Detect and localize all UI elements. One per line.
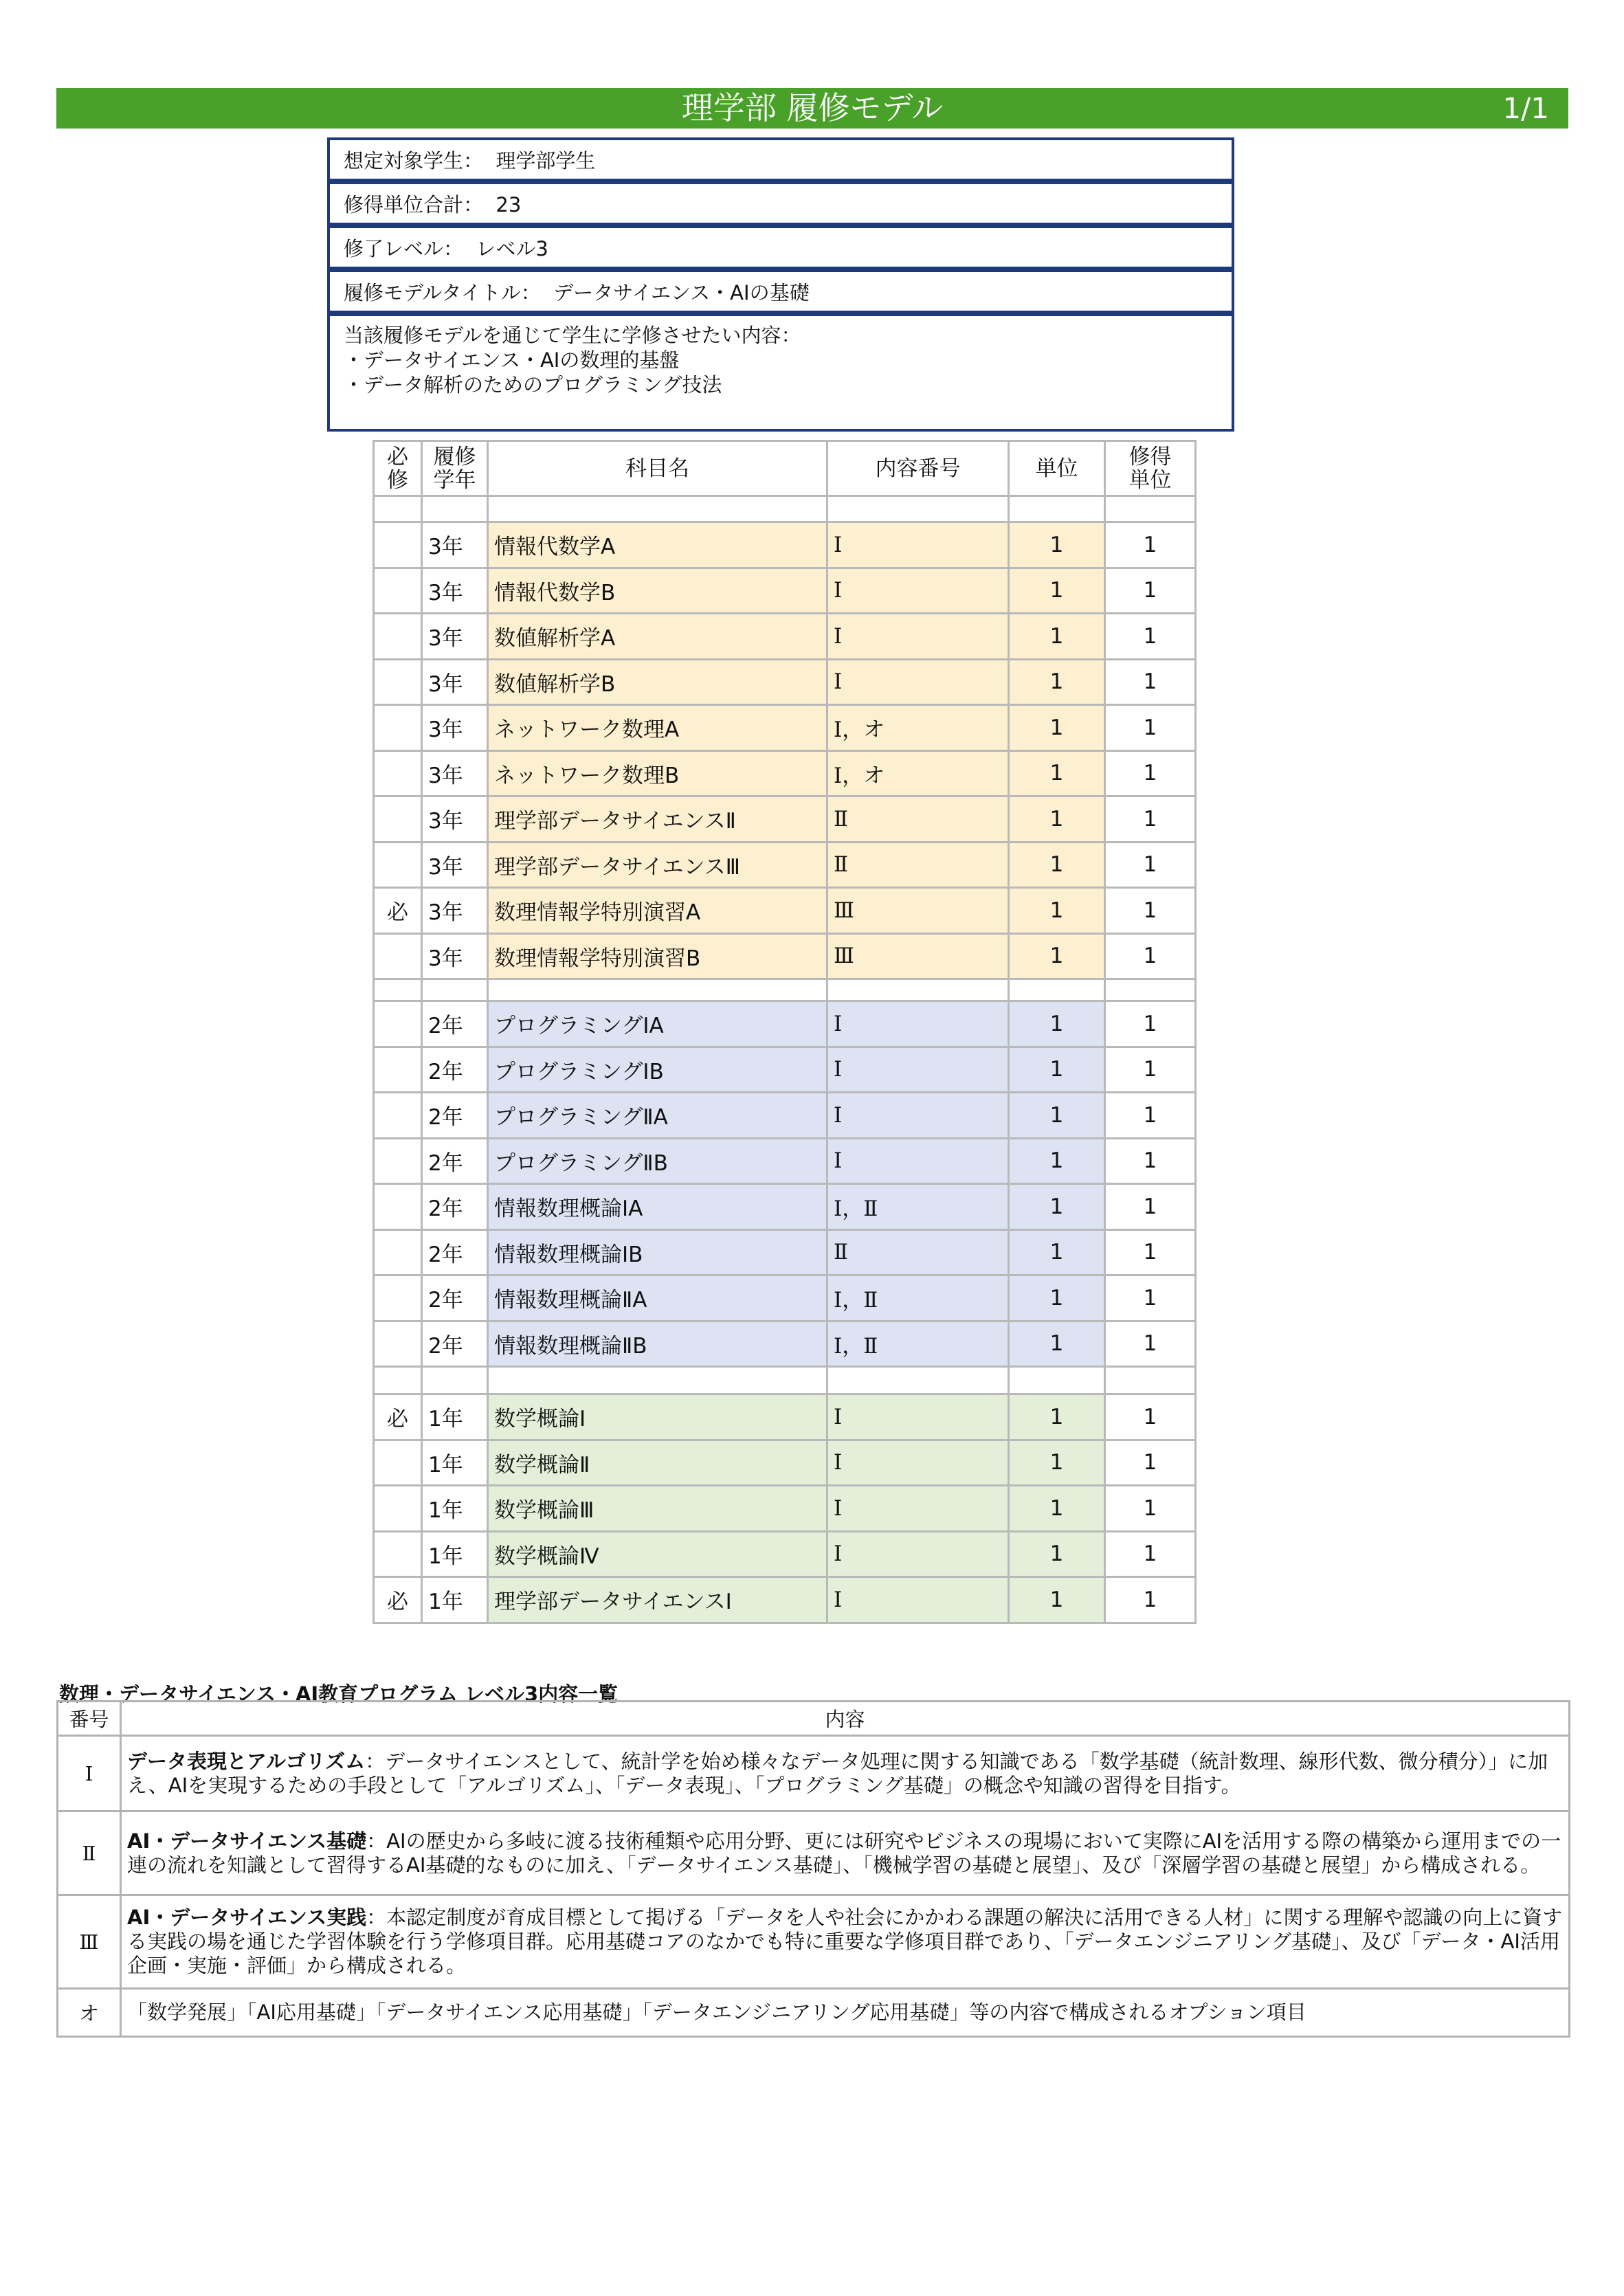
- learning-content-line: ・データ解析のためのプログラミング技法: [344, 373, 722, 397]
- spacer-cell: [827, 1367, 1009, 1394]
- header-units: 単位: [1009, 441, 1105, 496]
- cell-required: [374, 933, 422, 979]
- cell-content-no: Ⅰ: [827, 1138, 1009, 1184]
- cell-units: 1: [1009, 1531, 1105, 1577]
- cell-content-no: Ⅰ: [827, 659, 1009, 705]
- cell-earned: 1: [1105, 522, 1196, 568]
- course-row: [374, 1440, 1196, 1486]
- spacer-cell: [1009, 496, 1105, 522]
- content-list-title: 数理・データサイエンス・AI教育プログラム レベル3内容一覧: [59, 1682, 619, 1706]
- cell-content-no: Ⅲ: [827, 888, 1009, 934]
- cell-year: 3年: [422, 888, 488, 934]
- cell-required: [374, 1229, 422, 1275]
- cell-subject: 情報代数学A: [488, 522, 827, 568]
- cell-year: 3年: [422, 522, 488, 568]
- course-row: [374, 750, 1196, 796]
- cell-earned: 1: [1105, 933, 1196, 979]
- learning-content-line: ・データサイエンス・AIの数理的基盤: [344, 348, 680, 372]
- cell-subject: 理学部データサイエンスⅡ: [488, 796, 827, 843]
- cell-subject: 数学概論Ⅰ: [488, 1394, 827, 1440]
- cell-earned: 1: [1105, 1440, 1196, 1486]
- spacer-row: [374, 979, 1196, 1001]
- cell-units: 1: [1009, 1001, 1105, 1047]
- cell-required: [374, 522, 422, 568]
- course-row: [374, 842, 1196, 888]
- cell-year: 1年: [422, 1577, 488, 1623]
- cell-units: 1: [1009, 1577, 1105, 1623]
- content-text: 「数学発展」「AI応用基礎」「データサイエンス応用基礎」「データエンジニアリング応用基礎」等の内容で構成されるオプション項目: [127, 2000, 1306, 2024]
- cell-units: 1: [1009, 1440, 1105, 1486]
- cell-content-no: Ⅰ: [827, 568, 1009, 614]
- header-year: 履修 学年: [422, 441, 488, 496]
- cell-units: 1: [1009, 750, 1105, 796]
- cell-earned: 1: [1105, 1229, 1196, 1275]
- cell-units: 1: [1009, 1138, 1105, 1184]
- cell-year: 3年: [422, 796, 488, 843]
- cell-required: 必: [374, 1577, 422, 1623]
- cell-subject: 数学概論Ⅲ: [488, 1486, 827, 1532]
- cell-units: 1: [1009, 659, 1105, 705]
- cell-content-no: Ⅱ: [827, 796, 1009, 843]
- page-header: [56, 88, 1568, 129]
- cell-earned: 1: [1105, 614, 1196, 660]
- cell-units: 1: [1009, 1394, 1105, 1440]
- cell-subject: プログラミングⅠA: [488, 1001, 827, 1047]
- cell-units: 1: [1009, 1229, 1105, 1275]
- cell-required: [374, 1531, 422, 1577]
- spacer-cell: [1105, 979, 1196, 1001]
- cell-year: 2年: [422, 1275, 488, 1322]
- course-row: [374, 1486, 1196, 1532]
- cell-required: 必: [374, 1394, 422, 1440]
- cell-content-no: Ⅱ: [827, 842, 1009, 888]
- cell-content-no: Ⅰ: [827, 1047, 1009, 1093]
- cell-units: 1: [1009, 1275, 1105, 1322]
- cell-required: [374, 1093, 422, 1139]
- cell-units: 1: [1009, 1184, 1105, 1230]
- cell-content-no: Ⅰ: [827, 614, 1009, 660]
- cell-subject: 数値解析学A: [488, 614, 827, 660]
- cell-required: [374, 659, 422, 705]
- cell-year: 3年: [422, 568, 488, 614]
- target-students-box: [327, 137, 1234, 181]
- cell-subject: プログラミングⅡB: [488, 1138, 827, 1184]
- cell-content-no: Ⅰ: [827, 1440, 1009, 1486]
- spacer-cell: [1105, 1367, 1196, 1394]
- header-earned-units: 修得 単位: [1105, 441, 1196, 496]
- completion-level: 修了レベル： レベル3: [344, 236, 548, 260]
- cell-content-no: Ⅰ: [827, 1394, 1009, 1440]
- cell-units: 1: [1009, 888, 1105, 934]
- content-row: [58, 1989, 1570, 2037]
- cell-required: [374, 1321, 422, 1367]
- cell-subject: 数理情報学特別演習B: [488, 933, 827, 979]
- cell-content-no: Ⅰ，オ: [827, 750, 1009, 796]
- cell-subject: プログラミングⅠB: [488, 1047, 827, 1093]
- course-row: [374, 1184, 1196, 1230]
- cell-year: 3年: [422, 842, 488, 888]
- learning-content-box: [327, 313, 1234, 432]
- completion-level-box: [327, 225, 1234, 269]
- content-heading: AI・データサイエンス実践: [127, 1906, 367, 1929]
- content-row: [58, 1812, 1570, 1895]
- content-text: ：データサイエンスとして、統計学を始め様々なデータ処理に関する知識である「数学基礎（統計数理、線形代数、微分積分）」に加え、AIを実現するための手段として「アルゴリズム」、「データ表現」、「プログラミング基礎」の概念や知識の習得を目指す。: [127, 1749, 1548, 1797]
- cell-subject: ネットワーク数理A: [488, 705, 827, 751]
- cell-content-no: Ⅰ: [827, 1486, 1009, 1532]
- cell-required: [374, 1275, 422, 1322]
- cell-subject: 情報代数学B: [488, 568, 827, 614]
- cell-earned: 1: [1105, 1275, 1196, 1322]
- cell-earned: 1: [1105, 1138, 1196, 1184]
- cell-earned: 1: [1105, 1047, 1196, 1093]
- course-row: [374, 888, 1196, 934]
- spacer-cell: [374, 979, 422, 1001]
- model-title: 履修モデルタイトル： データサイエンス・AIの基礎: [344, 280, 810, 304]
- content-header-row: [58, 1702, 1570, 1736]
- total-credits: 修得単位合計： 23: [344, 192, 522, 216]
- cell-content-no: Ⅰ，Ⅱ: [827, 1321, 1009, 1367]
- course-row: [374, 1531, 1196, 1577]
- cell-year: 2年: [422, 1184, 488, 1230]
- cell-required: 必: [374, 888, 422, 934]
- cell-required: [374, 750, 422, 796]
- content-description: [121, 1812, 1570, 1895]
- cell-required: [374, 796, 422, 843]
- cell-units: 1: [1009, 614, 1105, 660]
- course-row: [374, 796, 1196, 843]
- cell-year: 2年: [422, 1093, 488, 1139]
- cell-subject: 理学部データサイエンスⅢ: [488, 842, 827, 888]
- course-row: [374, 705, 1196, 751]
- cell-required: [374, 1486, 422, 1532]
- content-number: オ: [58, 1989, 121, 2037]
- course-row: [374, 1321, 1196, 1367]
- header-subject: 科目名: [488, 441, 827, 496]
- content-row: [58, 1736, 1570, 1812]
- cell-units: 1: [1009, 522, 1105, 568]
- spacer-cell: [374, 496, 422, 522]
- content-heading: データ表現とアルゴリズム: [127, 1749, 366, 1773]
- cell-earned: 1: [1105, 1321, 1196, 1367]
- course-row: [374, 1001, 1196, 1047]
- cell-units: 1: [1009, 842, 1105, 888]
- cell-content-no: Ⅰ: [827, 1577, 1009, 1623]
- cell-content-no: Ⅰ，オ: [827, 705, 1009, 751]
- cell-subject: 数値解析学B: [488, 659, 827, 705]
- cell-year: 1年: [422, 1531, 488, 1577]
- cell-content-no: Ⅲ: [827, 933, 1009, 979]
- cell-units: 1: [1009, 1047, 1105, 1093]
- course-model-table: [372, 440, 1197, 1624]
- content-text: ：本認定制度が育成目標として掲げる「データを人や社会にかかわる課題の解決に活用できる人材」に関する理解や認識の向上に資する実践の場を通じた学習体験を行う学修項目群。応用基礎コアのなかでも特に重要な学修項目群であり、「データエンジニアリング基礎」、及び「データ・AI活用 企画・実施・評価」から構成される。: [127, 1906, 1563, 1977]
- content-description: [121, 1989, 1570, 2037]
- spacer-cell: [374, 1367, 422, 1394]
- spacer-row: [374, 496, 1196, 522]
- cell-required: [374, 1440, 422, 1486]
- cell-content-no: Ⅰ: [827, 522, 1009, 568]
- content-description: [121, 1895, 1570, 1989]
- cell-units: 1: [1009, 933, 1105, 979]
- spacer-cell: [422, 496, 488, 522]
- course-row: [374, 1138, 1196, 1184]
- cell-subject: 情報数理概論ⅡA: [488, 1275, 827, 1322]
- cell-units: 1: [1009, 1486, 1105, 1532]
- cell-year: 3年: [422, 705, 488, 751]
- cell-subject: 数理情報学特別演習A: [488, 888, 827, 934]
- cell-year: 2年: [422, 1229, 488, 1275]
- page-title: 理学部 履修モデル: [681, 89, 944, 126]
- cell-units: 1: [1009, 1321, 1105, 1367]
- cell-required: [374, 1047, 422, 1093]
- content-number: Ⅰ: [58, 1736, 121, 1812]
- content-header-content: 内容: [121, 1702, 1570, 1736]
- spacer-cell: [827, 979, 1009, 1001]
- cell-units: 1: [1009, 1093, 1105, 1139]
- cell-earned: 1: [1105, 1394, 1196, 1440]
- cell-content-no: Ⅰ: [827, 1093, 1009, 1139]
- total-credits-box: [327, 181, 1234, 225]
- cell-year: 3年: [422, 614, 488, 660]
- cell-earned: 1: [1105, 796, 1196, 843]
- course-row: [374, 1093, 1196, 1139]
- spacer-cell: [827, 496, 1009, 522]
- cell-content-no: Ⅰ: [827, 1001, 1009, 1047]
- cell-subject: 数学概論Ⅳ: [488, 1531, 827, 1577]
- header-required: 必 修: [374, 441, 422, 496]
- spacer-cell: [488, 1367, 827, 1394]
- spacer-cell: [422, 1367, 488, 1394]
- cell-year: 1年: [422, 1486, 488, 1532]
- cell-content-no: Ⅰ: [827, 1531, 1009, 1577]
- spacer-cell: [1105, 496, 1196, 522]
- spacer-cell: [422, 979, 488, 1001]
- cell-earned: 1: [1105, 1093, 1196, 1139]
- course-row: [374, 1394, 1196, 1440]
- cell-earned: 1: [1105, 705, 1196, 751]
- cell-subject: ネットワーク数理B: [488, 750, 827, 796]
- cell-content-no: Ⅱ: [827, 1229, 1009, 1275]
- cell-earned: 1: [1105, 1001, 1196, 1047]
- cell-earned: 1: [1105, 1531, 1196, 1577]
- target-students: 想定対象学生： 理学部学生: [344, 148, 596, 172]
- course-row: [374, 614, 1196, 660]
- content-description: [121, 1736, 1570, 1812]
- content-header-number: 番号: [58, 1702, 121, 1736]
- spacer-row: [374, 1367, 1196, 1394]
- cell-required: [374, 1184, 422, 1230]
- cell-subject: 情報数理概論ⅠA: [488, 1184, 827, 1230]
- cell-content-no: Ⅰ，Ⅱ: [827, 1184, 1009, 1230]
- cell-year: 2年: [422, 1001, 488, 1047]
- header-content-number: 内容番号: [827, 441, 1009, 496]
- cell-required: [374, 1001, 422, 1047]
- cell-earned: 1: [1105, 568, 1196, 614]
- cell-earned: 1: [1105, 1184, 1196, 1230]
- table-header-row: [374, 441, 1196, 496]
- cell-subject: 理学部データサイエンスⅠ: [488, 1577, 827, 1623]
- cell-earned: 1: [1105, 750, 1196, 796]
- cell-year: 2年: [422, 1321, 488, 1367]
- spacer-cell: [1009, 1367, 1105, 1394]
- cell-subject: 情報数理概論ⅠB: [488, 1229, 827, 1275]
- course-row: [374, 522, 1196, 568]
- cell-required: [374, 705, 422, 751]
- course-row: [374, 933, 1196, 979]
- cell-units: 1: [1009, 705, 1105, 751]
- cell-year: 3年: [422, 933, 488, 979]
- cell-year: 1年: [422, 1440, 488, 1486]
- spacer-cell: [488, 979, 827, 1001]
- cell-units: 1: [1009, 568, 1105, 614]
- cell-units: 1: [1009, 796, 1105, 843]
- cell-year: 2年: [422, 1047, 488, 1093]
- cell-subject: 情報数理概論ⅡB: [488, 1321, 827, 1367]
- cell-subject: プログラミングⅡA: [488, 1093, 827, 1139]
- course-row: [374, 659, 1196, 705]
- cell-year: 3年: [422, 659, 488, 705]
- cell-year: 3年: [422, 750, 488, 796]
- cell-earned: 1: [1105, 659, 1196, 705]
- cell-required: [374, 842, 422, 888]
- content-row: [58, 1895, 1570, 1989]
- course-row: [374, 1047, 1196, 1093]
- cell-required: [374, 614, 422, 660]
- cell-required: [374, 1138, 422, 1184]
- content-text: ：AIの歴史から多岐に渡る技術種類や応用分野、更には研究やビジネスの現場において実際にAIを活用する際の構築から運用までの一連の流れを知識として習得するAI基礎的なものに加え、「データサイエンス基礎」、「機械学習の基礎と展望」、及び「深層学習の基礎と展望」から構成される。: [127, 1829, 1561, 1877]
- cell-year: 2年: [422, 1138, 488, 1184]
- spacer-cell: [488, 496, 827, 522]
- cell-earned: 1: [1105, 1486, 1196, 1532]
- content-number: Ⅲ: [58, 1895, 121, 1989]
- course-row: [374, 1577, 1196, 1623]
- content-number: Ⅱ: [58, 1812, 121, 1895]
- cell-content-no: Ⅰ，Ⅱ: [827, 1275, 1009, 1322]
- spacer-cell: [1009, 979, 1105, 1001]
- cell-year: 1年: [422, 1394, 488, 1440]
- cell-earned: 1: [1105, 842, 1196, 888]
- cell-earned: 1: [1105, 888, 1196, 934]
- course-row: [374, 1275, 1196, 1322]
- cell-subject: 数学概論Ⅱ: [488, 1440, 827, 1486]
- cell-required: [374, 568, 422, 614]
- model-title-box: [327, 269, 1234, 313]
- cell-earned: 1: [1105, 1577, 1196, 1623]
- content-heading: AI・データサイエンス基礎: [127, 1829, 367, 1853]
- course-row: [374, 1229, 1196, 1275]
- page-number: 1/1: [1502, 91, 1549, 125]
- learning-content-label: 当該履修モデルを通じて学生に学修させたい内容：: [344, 324, 801, 347]
- content-list-table: [56, 1700, 1570, 2038]
- course-row: [374, 568, 1196, 614]
